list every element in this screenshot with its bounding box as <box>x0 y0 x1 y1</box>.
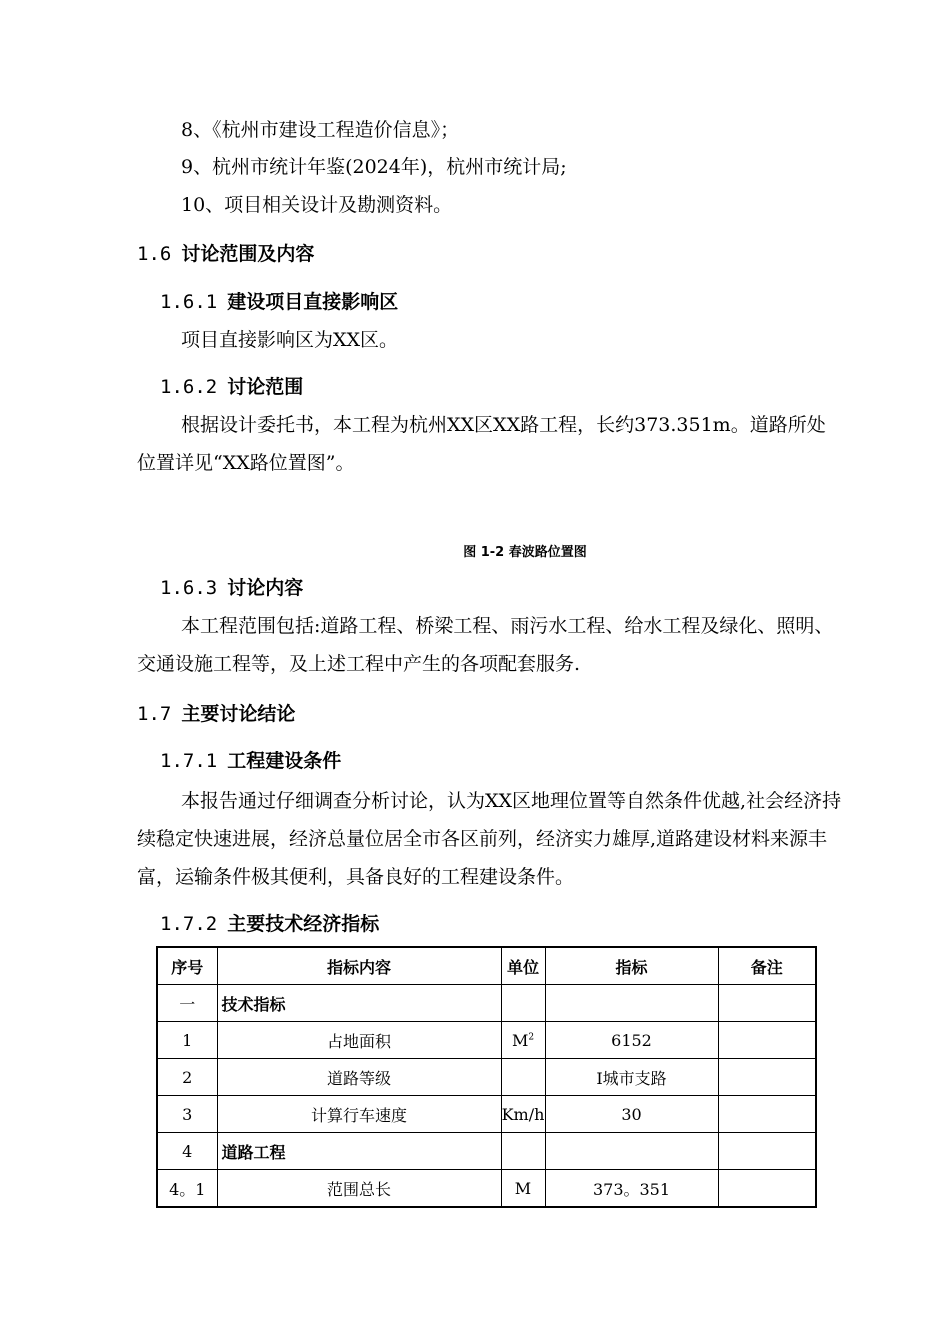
table-cell: 373。351 <box>545 1170 718 1208</box>
paragraph-conditions: 本报告通过仔细调查分析讨论，认为XX区地理位置等自然条件优越,社会经济持续稳定快速进展，经济总量位居全市各区前列，经济实力雄厚,道路建设材料来源丰富，运输条件极其便利，具备良好的工程建设条件。 <box>137 790 842 888</box>
section-heading-1-6-3 <box>160 574 303 602</box>
header-cell: 单位 <box>501 947 545 985</box>
table-cell: 4 <box>157 1133 217 1170</box>
section-title: 工程建设条件 <box>227 750 342 772</box>
section-title: 讨论范围及内容 <box>181 243 315 265</box>
header-cell: 序号 <box>157 947 217 985</box>
paragraph-scope: 根据设计委托书，本工程为杭州XX区XX路工程，长约373.351m。道路所处位置详见“XX路位置图”。 <box>137 414 826 474</box>
reference-item-10: 10、项目相关设计及勘测资料。 <box>181 194 453 216</box>
section-title: 主要讨论结论 <box>181 703 296 725</box>
section-number: 1.6.1 <box>160 291 218 313</box>
section-title: 讨论范围 <box>227 376 304 398</box>
reference-item-9: 9、杭州市统计年鉴(2024年)，杭州市统计局; <box>181 156 567 178</box>
section-title: 主要技术经济指标 <box>227 913 380 935</box>
table-row <box>157 1022 816 1059</box>
section-heading-1-7-1 <box>160 747 341 775</box>
table-cell <box>718 985 816 1022</box>
table-cell: 一 <box>157 985 217 1022</box>
table-cell <box>718 1170 816 1208</box>
section-title: 建设项目直接影响区 <box>227 291 399 313</box>
figure-caption: 图 1-2 春波路位置图 <box>463 545 587 560</box>
table-cell <box>501 1059 545 1096</box>
reference-item-8: 8、《杭州市建设工程造价信息》； <box>181 119 460 141</box>
paragraph-direct-impact: 项目直接影响区为XX区。 <box>181 329 399 351</box>
header-cell: 备注 <box>718 947 816 985</box>
table-cell <box>545 1133 718 1170</box>
table-cell: 3 <box>157 1096 217 1133</box>
table-cell <box>545 985 718 1022</box>
section-heading-1-7 <box>137 700 295 728</box>
table-cell: 范围总长 <box>217 1170 501 1208</box>
table-cell: 计算行车速度 <box>217 1096 501 1133</box>
table-row <box>157 1096 816 1133</box>
table-row <box>157 1170 816 1208</box>
table-cell: 6152 <box>545 1022 718 1059</box>
table-cell: 2 <box>157 1059 217 1096</box>
table-cell <box>718 1059 816 1096</box>
table-cell-unit <box>501 1022 545 1059</box>
table-cell: 道路工程 <box>217 1133 501 1170</box>
table-cell: Km/h <box>501 1096 545 1133</box>
table-cell <box>718 1096 816 1133</box>
table-cell: M <box>501 1170 545 1208</box>
header-cell: 指标内容 <box>217 947 501 985</box>
section-heading-1-6-1 <box>160 288 398 316</box>
section-title: 讨论内容 <box>227 577 304 599</box>
table-cell: 道路等级 <box>217 1059 501 1096</box>
section-heading-1-6-2 <box>160 373 303 401</box>
table-row <box>157 1059 816 1096</box>
table-row <box>157 985 816 1022</box>
section-heading-1-6 <box>137 240 314 268</box>
table-cell: Ⅰ城市支路 <box>545 1059 718 1096</box>
table-cell: 技术指标 <box>217 985 501 1022</box>
table-cell <box>501 1133 545 1170</box>
unit-superscript: 2 <box>528 1032 535 1043</box>
table-cell: 1 <box>157 1022 217 1059</box>
section-heading-1-7-2 <box>160 910 379 938</box>
section-number: 1.7 <box>137 703 172 725</box>
paragraph-content: 本工程范围包括:道路工程、桥梁工程、雨污水工程、给水工程及绿化、照明、交通设施工程等，及上述工程中产生的各项配套服务. <box>137 615 834 675</box>
table-cell: 占地面积 <box>217 1022 501 1059</box>
table-row <box>157 1133 816 1170</box>
section-number: 1.6.2 <box>160 376 218 398</box>
table-cell <box>501 985 545 1022</box>
table-cell <box>718 1022 816 1059</box>
table-cell <box>718 1133 816 1170</box>
table-header-row <box>157 947 816 985</box>
table-cell: 4。1 <box>157 1170 217 1208</box>
section-number: 1.7.2 <box>160 913 218 935</box>
section-number: 1.6 <box>137 243 172 265</box>
section-number: 1.6.3 <box>160 577 218 599</box>
indicators-table <box>156 946 817 1208</box>
table-cell: 30 <box>545 1096 718 1133</box>
unit-text: M <box>511 1030 529 1050</box>
header-cell: 指标 <box>545 947 718 985</box>
section-number: 1.7.1 <box>160 750 218 772</box>
